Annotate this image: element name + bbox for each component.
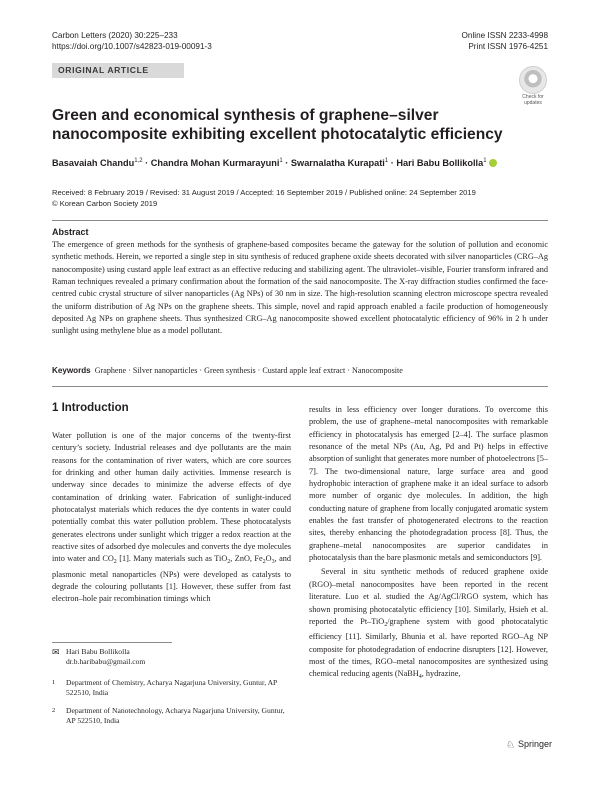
correspondence-note xyxy=(52,647,291,667)
journal-header-right xyxy=(462,30,548,52)
abstract-text: The emergence of green methods for the synthesis of graphene-based composites became the gateway for the solution of pollution and economic synthetic methods. Herein, we reported a single step in situ synthesis of reduced graphene oxide sheets decorated with silver nanoparticles (CRG–Ag nanocomposite) using custard apple leaf extract as an effective reducing and stabilizing agent. The ultraviolet–visible, Fourier transform infrared and Raman techniques revealed a primary confirmation about the formation of the said nanocomposite. The X-ray diffraction studies confirmed the face-centred cubic crystal structure of silver nanoparticles (Ag NPs) of 30 nm in size. The high-resolution scanning electron microscope spectra revealed the uniform distribution of Ag NPs on the graphene sheets. This simple, novel and rapid approach enabled a facile production of homogeneously deposited Ag NPs on graphene sheets. Thus synthesized CRG–Ag nanocomposite showed excellent photocatalytic efficiency of 96% in 2 h under sunlight using methylene blue as a model pollutant. xyxy=(52,240,548,336)
affiliation-1: 1 Department of Chemistry, Acharya Nagarjuna University, Guntur, AP 522510, India xyxy=(52,678,278,698)
author-name[interactable]: Chandra Mohan Kurmarayuni xyxy=(150,158,280,168)
print-issn: Print ISSN 1976-4251 xyxy=(468,42,548,51)
corresponding-author: Hari Babu Bollikolla xyxy=(66,647,130,656)
check-for-updates-badge[interactable] xyxy=(518,66,548,106)
author-affiliation: 1,2 xyxy=(134,158,143,164)
envelope-icon: ✉ xyxy=(52,647,60,657)
affiliation-2: 2 Department of Nanotechnology, Acharya Nagarjuna University, Guntur, AP 522510, India xyxy=(52,706,285,726)
author-affiliation: 1 xyxy=(279,158,283,164)
paragraph: results in less efficiency over longer durations. To overcome this problem, the use of graphene–metal nanocomposites with remarkable efficiency in photocatalysis has emerged [2–4]. The surface plasmon resonance of the metal NPs (Au, Ag, Pd and Pt) helps in effective absorption of sunlight that generates more number of photoelectrons [5–7]. The two-dimensional nature, large surface area and good hydrophobic interaction of graphene make it an ideal surface to adsorb more number of organic dye molecules. In addition, the high conducting nature of graphene from locally conjugated aromatic system enables the fast transfer of photogenerated electrons to the reaction sites, thereby enhancing the photodegradation process [8]. Thus, the graphene–metal nanocomposites are superior candidates in photocatalysis than the bare plasmonic metals and semiconductors [9]. xyxy=(309,405,548,563)
paragraph: Several in situ synthetic methods of reduced graphene oxide (RGO)–metal nanocomposites have been reported in the recent literature. Luo et al. studied the Ag/AgCl/RGO system, which has shown promising photocatalytic efficiency [10]. Similarly, Hsieh et al. reported the Pt–TiO$_2$/graphene system with good photocatalytic efficiency [11]. Similarly, Bhunia et al. have reported RGO–Ag NP composite for photodegradation of endocrine disrupters [12]. However, most of the times, RGO–metal nanocomposites are synthesized using chemical reducing agents (NaBH$_4$, hydrazine, xyxy=(309,567,548,681)
abstract-bottom-rule xyxy=(52,386,548,387)
author-name[interactable]: Hari Babu Bollikolla xyxy=(396,158,484,168)
corresponding-email[interactable]: dr.b.haribabu@gmail.com xyxy=(66,657,146,667)
keywords-label: Keywords xyxy=(52,366,91,375)
author-affiliation: 1 xyxy=(384,158,389,164)
publisher-name: Springer xyxy=(517,739,552,749)
author-name[interactable]: Basavaiah Chandu xyxy=(52,158,135,168)
springer-horse-icon: ♘ xyxy=(506,740,515,751)
author-list: Basavaiah Chandu$^{1,2}$ · Chandra Mohan Kurmarayuni$^1$ · Swarnalatha Kurapati$^1$ · Hari Babu Bollikolla$^1$ xyxy=(52,155,552,170)
doi-link[interactable]: https://doi.org/10.1007/s42823-019-00091-3 xyxy=(52,42,212,51)
keywords xyxy=(52,366,548,375)
history-dates: Received: 8 February 2019 / Revised: 31 August 2019 / Accepted: 16 September 2019 / Published online: 24 September 2019 xyxy=(52,188,476,197)
orcid-icon[interactable] xyxy=(489,159,497,167)
article-title: Green and economical synthesis of graphene–silver nanocomposite exhibiting excellent photocatalytic efficiency xyxy=(52,107,503,143)
section-heading: 1 Introduction xyxy=(52,402,129,414)
intro-left-column xyxy=(52,430,291,606)
footnote-rule xyxy=(52,642,172,643)
online-issn: Online ISSN 2233-4998 xyxy=(461,31,548,40)
paragraph: Water pollution is one of the major concerns of the twenty-first century’s society. Industrial releases and dye pollutants are the main reasons for the contamination of river waters, which are core sources for drinking and other human daily activities. Immense research is underway since decades to minimize the adverse effects of dye contamination of drinking water. Fabrication of sunlight-induced photocatalyst materials which reduces the dye contents in water could potentially combat this water pollution problem. These photocatalysts generates electrons under sunlight which trigger a redox reaction at the reactive sites of adsorbed dye molecules and converts the dye molecules into water and $CO_2$ [1]. Many materials such as TiO$_2$, ZnO, $Fe_2O_3$, and plasmonic metal nanoparticles (NPs) were developed as catalysts to degrade the colouring pollutants [1]. However, these suffer from fast electron–hole pair recombination timings which xyxy=(52,431,291,604)
article-dates xyxy=(52,188,476,209)
journal-header-left xyxy=(52,30,212,52)
author-name[interactable]: Swarnalatha Kurapati xyxy=(290,158,385,168)
check-updates-label: Check for updates xyxy=(522,94,544,106)
abstract-heading: Abstract xyxy=(52,227,89,237)
check-updates-icon xyxy=(519,66,547,94)
keywords-list: Graphene · Silver nanoparticles · Green synthesis · Custard apple leaf extract · Nanocomposite xyxy=(94,366,403,375)
article-type-banner: ORIGINAL ARTICLE xyxy=(52,63,184,78)
abstract-top-rule xyxy=(52,220,548,221)
author-affiliation: 1 xyxy=(483,158,487,164)
copyright-line: © Korean Carbon Society 2019 xyxy=(52,198,158,208)
journal-citation: Carbon Letters (2020) 30:225–233 xyxy=(52,31,178,40)
intro-right-column xyxy=(309,404,548,684)
publisher-logo xyxy=(506,739,552,751)
